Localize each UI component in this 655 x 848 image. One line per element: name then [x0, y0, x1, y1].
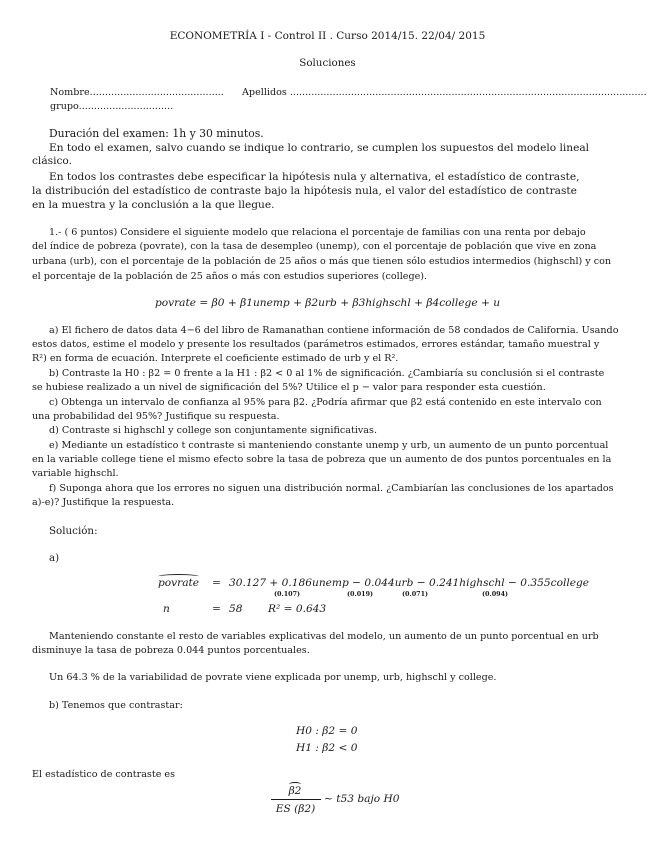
solution-part-b-intro: b) Tenemos que contrastar:: [49, 700, 183, 711]
question-1-line-3: urbana (urb), con el porcentaje de la población de 25 años o más que tienen sólo estudios intermedios (highschl) y con: [32, 256, 612, 267]
std-error-college: (0.094): [482, 590, 509, 598]
intro-paragraph-1-line-1: En todo el examen, salvo cuando se indique lo contrario, se cumplen los supuestos del modelo lineal: [49, 142, 590, 154]
test-statistic-numerator: [270, 785, 320, 798]
part-e-line-2: en la variable college tiene el mismo efecto sobre la tasa de pobreza que un aumento de dos puntos porcentuales en la: [32, 454, 612, 465]
exam-duration: Duración del examen: 1h y 30 minutos.: [49, 127, 264, 140]
intro-paragraph-1-line-2: clásico.: [32, 155, 72, 167]
part-a-line-1: a) El fichero de datos data 4−6 del libro de Ramanathan contiene información de 58 condados de California. Usando: [49, 325, 619, 336]
question-1-line-1: 1.- ( 6 puntos) Considere el siguiente modelo que relaciona el porcentaje de familias con una renta por debajo: [49, 227, 586, 238]
intro-paragraph-2-line-3: en la muestra y la conclusión a la que llegue.: [32, 199, 275, 211]
document-subtitle: Soluciones: [299, 57, 356, 69]
test-statistic-intro: El estadístico de contraste es: [32, 769, 176, 780]
solution-part-a-label: a): [49, 552, 60, 564]
estimated-equation-rhs: 30.127 + 0.186unemp − 0.044urb − 0.241highschl − 0.355college: [229, 577, 590, 589]
estimated-equation-lhs: [158, 577, 199, 590]
null-hypothesis: H0 : β2 = 0: [296, 725, 358, 737]
intro-paragraph-2-line-1: En todos los contrastes debe especificar la hipótesis nula y alternativa, el estadístico de contraste,: [49, 171, 580, 183]
question-1-line-4: el porcentaje de la población de 25 años o más con estudios superiores (college).: [32, 271, 428, 282]
part-b-line-2: se hubiese realizado a un nivel de significación del 5%? Utilice el p − valor para responder esta cuestión.: [32, 382, 546, 393]
apellidos-field: Apellidos .....................................................................................................................: [242, 87, 647, 98]
sample-size-value: 58: [229, 603, 243, 615]
interpretation-line-1: Manteniendo constante el resto de variables explicativas del modelo, un aumento de un punto porcentual en urb: [49, 631, 599, 642]
model-equation: povrate = β0 + β1unemp + β2urb + β3highschl + β4college + u: [154, 297, 501, 309]
part-c-line-1: c) Obtenga un intervalo de confianza al 95% para β2. ¿Podría afirmar que β2 está contenido en este intervalo con: [49, 397, 602, 408]
interpretation-line-2: disminuye la tasa de pobreza 0.044 puntos porcentuales.: [32, 645, 310, 656]
test-statistic-denominator: ES (β2): [275, 803, 316, 815]
povrate-hat: povrate: [158, 577, 200, 589]
beta2-hat: β2: [288, 785, 302, 797]
grupo-field: grupo...............................: [50, 101, 174, 112]
part-e-line-1: e) Mediante un estadístico t contraste si manteniendo constante unemp y urb, un aumento de un punto porcentual: [49, 440, 609, 451]
test-statistic-distribution: ∼ t53 bajo H0: [324, 793, 400, 805]
r-squared-value: R² = 0.643: [268, 603, 327, 615]
alternative-hypothesis: H1 : β2 < 0: [296, 742, 358, 754]
std-error-urb: (0.019): [347, 590, 374, 598]
document-title: ECONOMETRÍA I - Control II . Curso 2014/15. 22/04/ 2015: [169, 30, 486, 42]
part-d-line-1: d) Contraste si highschl y college son conjuntamente significativas.: [49, 425, 378, 436]
estimated-equation-equals: =: [212, 577, 221, 589]
std-error-unemp: (0.107): [274, 590, 301, 598]
part-a-line-3: R²) en forma de ecuación. Interprete el coeficiente estimado de urb y el R².: [32, 353, 399, 364]
solution-heading: Solución:: [49, 525, 98, 537]
sample-size-equals: =: [212, 603, 221, 615]
part-b-line-1: b) Contraste la H0 : β2 = 0 frente a la H1 : β2 < 0 al 1% de significación. ¿Cambiaría su conclusión si el contraste: [49, 368, 605, 379]
intro-paragraph-2-line-2: la distribución del estadístico de contraste bajo la hipótesis nula, el valor del estadístico de contraste: [32, 185, 577, 197]
part-c-line-2: una probabilidad del 95%? Justifique su respuesta.: [32, 411, 280, 422]
r-squared-interpretation: Un 64.3 % de la variabilidad de povrate viene explicada por unemp, urb, highschl y college.: [49, 672, 497, 683]
part-a-line-2: estos datos, estime el modelo y presente los resultados (parámetros estimados, errores estándar, tamaño muestral y: [32, 339, 600, 350]
std-error-highschl: (0.071): [402, 590, 429, 598]
fraction-bar: [271, 799, 321, 800]
part-e-line-3: variable highschl.: [32, 468, 119, 479]
part-f-line-1: f) Suponga ahora que los errores no siguen una distribución normal. ¿Cambiarían las conclusiones de los apartados: [49, 483, 614, 494]
nombre-field: Nombre............................................: [50, 87, 224, 98]
sample-size-label: n: [163, 603, 170, 615]
part-f-line-2: a)-e)? Justifique la respuesta.: [32, 497, 175, 508]
question-1-line-2: del índice de pobreza (povrate), con la tasa de desempleo (unemp), con el porcentaje de población que vive en zona: [32, 241, 597, 252]
